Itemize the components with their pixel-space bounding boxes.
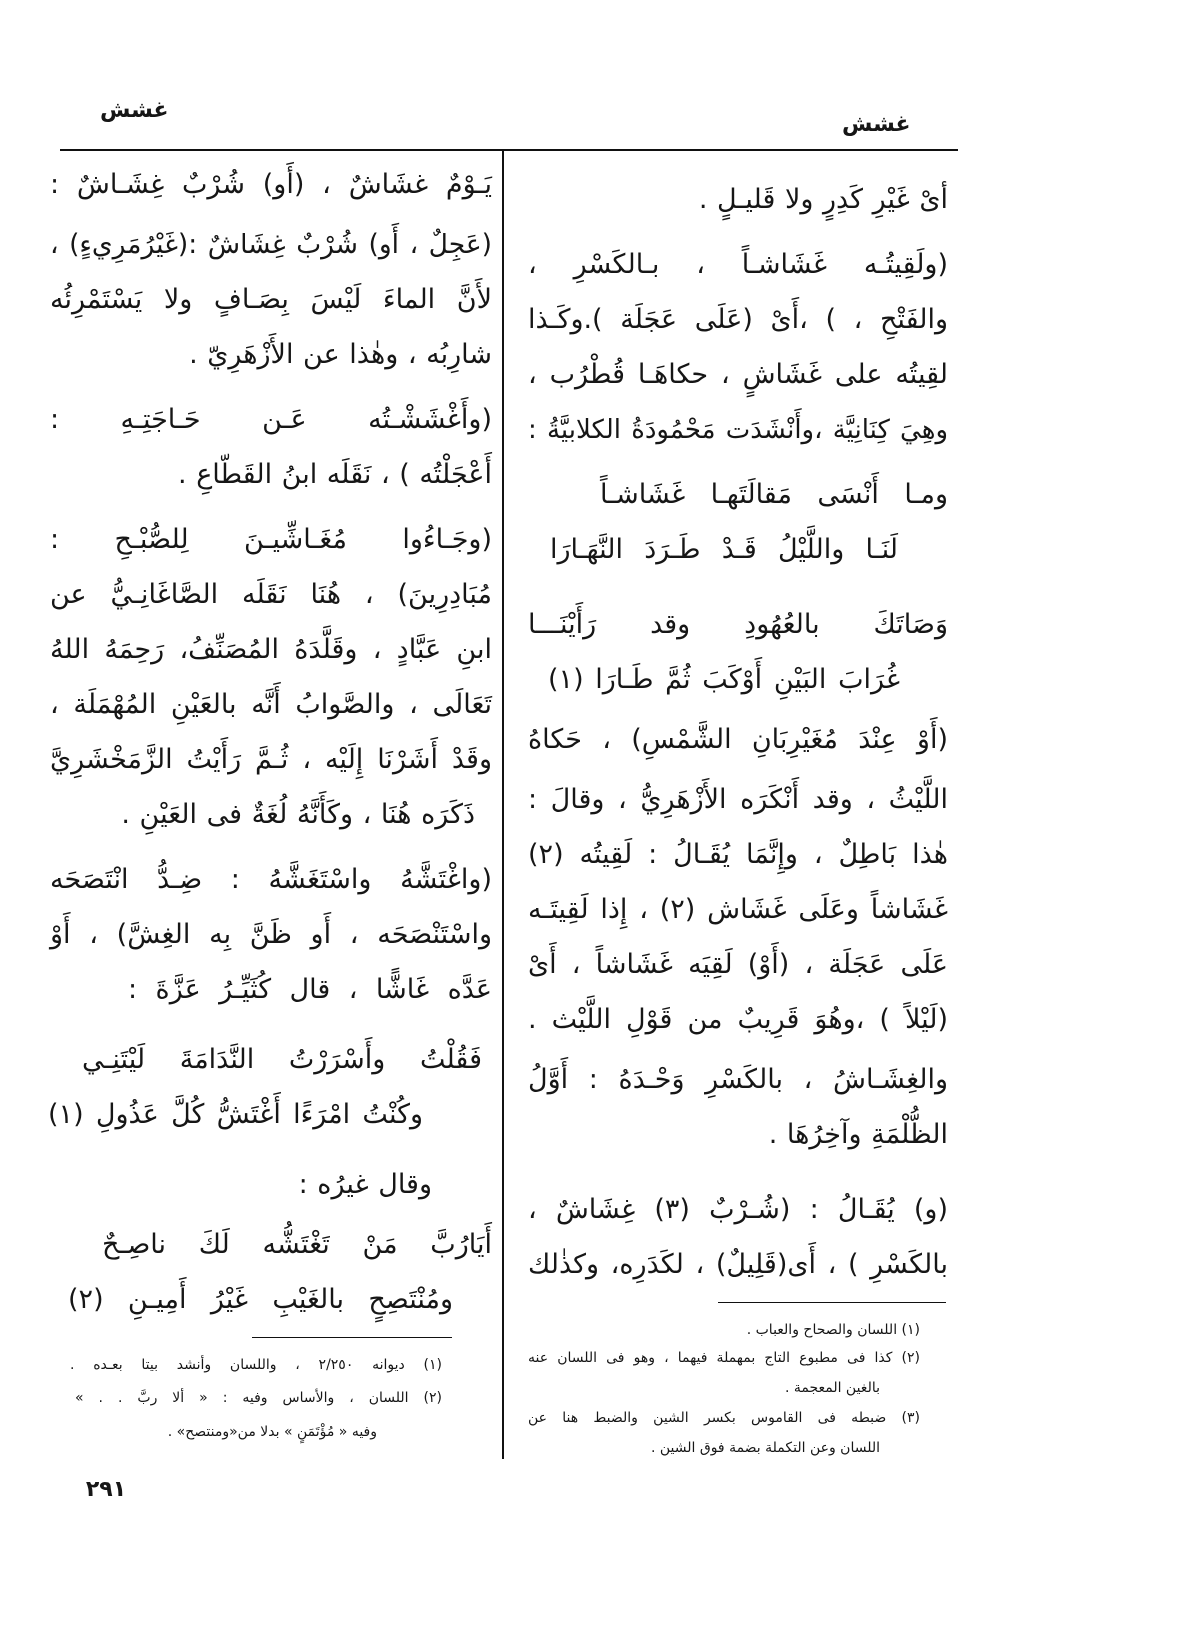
right-column-line: اللَّيْثُ ، وقد أَنْكَرَه الأَزْهَرِيُّ ، وقالَ : bbox=[528, 784, 948, 815]
left-column-line: وقال غيرُه : bbox=[298, 1169, 432, 1200]
left-column-line: يَـوْمٌ غشَاشٌ ، (أَو) شُرْبٌ غِشَـاشٌ : bbox=[50, 169, 492, 200]
right-column-line: (و) يُقَـالُ : (شُـرْبٌ (٣) غِشَاشٌ ، bbox=[528, 1194, 948, 1225]
right-column-line: بالكَسْرِ ) ، أَى(قَلِيلٌ) ، لكَدَرِه، وكذٰلك bbox=[528, 1249, 948, 1280]
left-verse-line: ومُنْتَصِحٍ بالغَيْبِ غَيْرُ أَمِيـنِ (٢) bbox=[68, 1284, 453, 1315]
left-column-line: تَعَالَى ، والصَّوابُ أَنَّه بالعَيْنِ المُهْمَلَة ، bbox=[50, 689, 492, 720]
left-column-line: (عَجِلٌ ، أَو) شُرْبٌ غِشَاشٌ :(غَيْرُمَرِيءٍ) ، bbox=[50, 229, 492, 260]
left-column-line: (وأَغْشَشْـتُه عَـن حَـاجَتِـهِ : bbox=[50, 404, 492, 435]
left-column-line: مُبَادِرِينَ) ، هُنَا نَقَلَه الصَّاغَانِـيُّ عن bbox=[50, 579, 492, 610]
footnote-rule bbox=[252, 1337, 452, 1338]
left-column-line: لأَنَّ الماءَ لَيْسَ بِصَـافٍ ولا يَسْتَمْرِئُه bbox=[50, 284, 492, 315]
right-verse-line: لَنَـا واللَّيْلُ قَـدْ طَـرَدَ النَّهَـارَا bbox=[550, 534, 898, 565]
left-column-line: (واغْتَشَّهُ واسْتَغَشَّهُ : ضِـدُّ انْتَصَحَه bbox=[50, 864, 492, 895]
right-column-line: الظُّلْمَةِ وآخِرُهَا . bbox=[768, 1119, 948, 1150]
right-column-line: هٰذا بَاطِلٌ ، وإِنَّمَا يُقَـالُ : لَقِيتُه (٢) bbox=[528, 839, 948, 870]
right-footnote: اللسان وعن التكملة بضمة فوق الشين . bbox=[650, 1440, 880, 1456]
left-column-line: (وجَـاءُوا مُغَـاشِّيـنَ لِلصُّبْـحِ : bbox=[50, 524, 492, 555]
right-column-line: والفَتْحِ ، ) ،أَىْ (عَلَى عَجَلَة ).وكَـذا bbox=[528, 304, 948, 335]
right-column-line: أىْ غَيْرِ كَدِرٍ ولا قَليـلٍ . bbox=[698, 184, 948, 215]
right-footnote: (٢) كذا فى مطبوع التاج بمهملة فيهما ، وهو فى اللسان عنه bbox=[528, 1350, 920, 1366]
right-column-line: لقِيتُه على غَشَاشٍ ، حكاهَـا قُطْرُب ، bbox=[528, 359, 948, 390]
right-footnote: بالغين المعجمة . bbox=[784, 1380, 880, 1396]
right-column-line: والغِشَـاشُ ، بالكَسْرِ وَحْـدَهُ : أَوَّلُ bbox=[528, 1064, 948, 1095]
right-column-line: وهِيَ كِنَانِيَّة ،وأَنْشَدَت مَحْمُودَةُ الكلابيَّةُ : bbox=[528, 415, 948, 445]
left-verse-line: أَيَارُبَّ مَنْ تَغْتَشُّه لَكَ ناصِـحٌ bbox=[102, 1229, 492, 1260]
left-footnote: (٢) اللسان ، والأساس وفيه : « ألا ربَّ . . » bbox=[75, 1390, 442, 1406]
left-column-line: ذَكَرَه هُنَا ، وكَأَنَّهُ لُغَةٌ فى العَيْنِ . bbox=[121, 799, 475, 830]
left-footnote: وفيه « مُؤْتَمَنٍ » بدلا من«ومنتصح» . bbox=[167, 1424, 377, 1440]
left-column-line: شارِبُه ، وهٰذا عن الأَزْهَرِيّ . bbox=[189, 339, 492, 370]
left-verse-line: فَقُلْتُ وأَسْرَرْتُ النَّدَامَةَ لَيْتَنِـي bbox=[82, 1044, 482, 1075]
left-column-line: أَعْجَلْتُه ) ، نَقَلَه ابنُ القَطّاعِ . bbox=[178, 459, 492, 490]
right-verse-line: ومـا أَنْسَى مَقالَتَهـا غَشَاشـاً bbox=[600, 479, 948, 510]
right-column-line: (لَيْلاً ) ،وهُوَ قَرِيبٌ من قَوْلِ اللَّيْث . bbox=[528, 1004, 948, 1035]
left-column-line: عَدَّه غَاشًّا ، قال كُثَيِّـرُ عَزَّةَ : bbox=[128, 974, 492, 1005]
right-verse-line: وَصَاتَكَ بالعُهُودِ وقد رَأَيْنَـــا bbox=[528, 609, 948, 640]
right-column-line: عَلَى عَجَلَة ، (أَوْ) لَقِيَه غَشَاشاً ، أَىْ bbox=[528, 949, 948, 980]
right-footnote: (١) اللسان والصحاح والعباب . bbox=[746, 1322, 920, 1338]
right-column-line: (ولَقِيتُـه غَشَاشـاً ، بـالكَسْرِ ، bbox=[528, 249, 948, 280]
right-column-line: (أَوْ عِنْدَ مُغَيْرِبَانِ الشَّمْسِ) ، حَكاهُ bbox=[528, 724, 948, 755]
left-column-line: وقَدْ أَشَرْنَا إِلَيْه ، ثُـمَّ رَأَيْتُ الزَّمَخْشَرِيَّ bbox=[50, 744, 492, 775]
left-column-line: ابنِ عَبَّادٍ ، وقَلَّدَهُ المُصَنِّفُ، رَحِمَهُ اللهُ bbox=[50, 634, 492, 665]
right-column-line: غَشَاشاً وعَلَى غَشَاش (٢) ، إِذا لَقِيتَـه bbox=[528, 894, 948, 925]
right-footnote: (٣) ضبطه فى القاموس بكسر الشين والضبط هنا عن bbox=[528, 1410, 920, 1426]
left-verse-line: وكُنْتُ امْرَءًا أَغْتَشُّ كُلَّ عَذُولِ (١) bbox=[48, 1099, 423, 1130]
left-column-line: واسْتَنْصَحَه ، أَو ظَنَّ بِه الغِشَّ) ، أَوْ bbox=[50, 919, 492, 950]
running-head-left: غشش bbox=[100, 98, 169, 123]
page-number: ٢٩١ bbox=[85, 1477, 127, 1502]
left-footnote: (١) ديوانه ٢/٢٥٠ ، واللسان وأنشد بيتا بعـده . bbox=[70, 1357, 442, 1373]
running-head-right: غشش bbox=[842, 112, 911, 137]
right-verse-line: غُرَابَ البَيْنِ أَوْكَبَ ثُمَّ طَـارَا (١) bbox=[548, 664, 900, 695]
